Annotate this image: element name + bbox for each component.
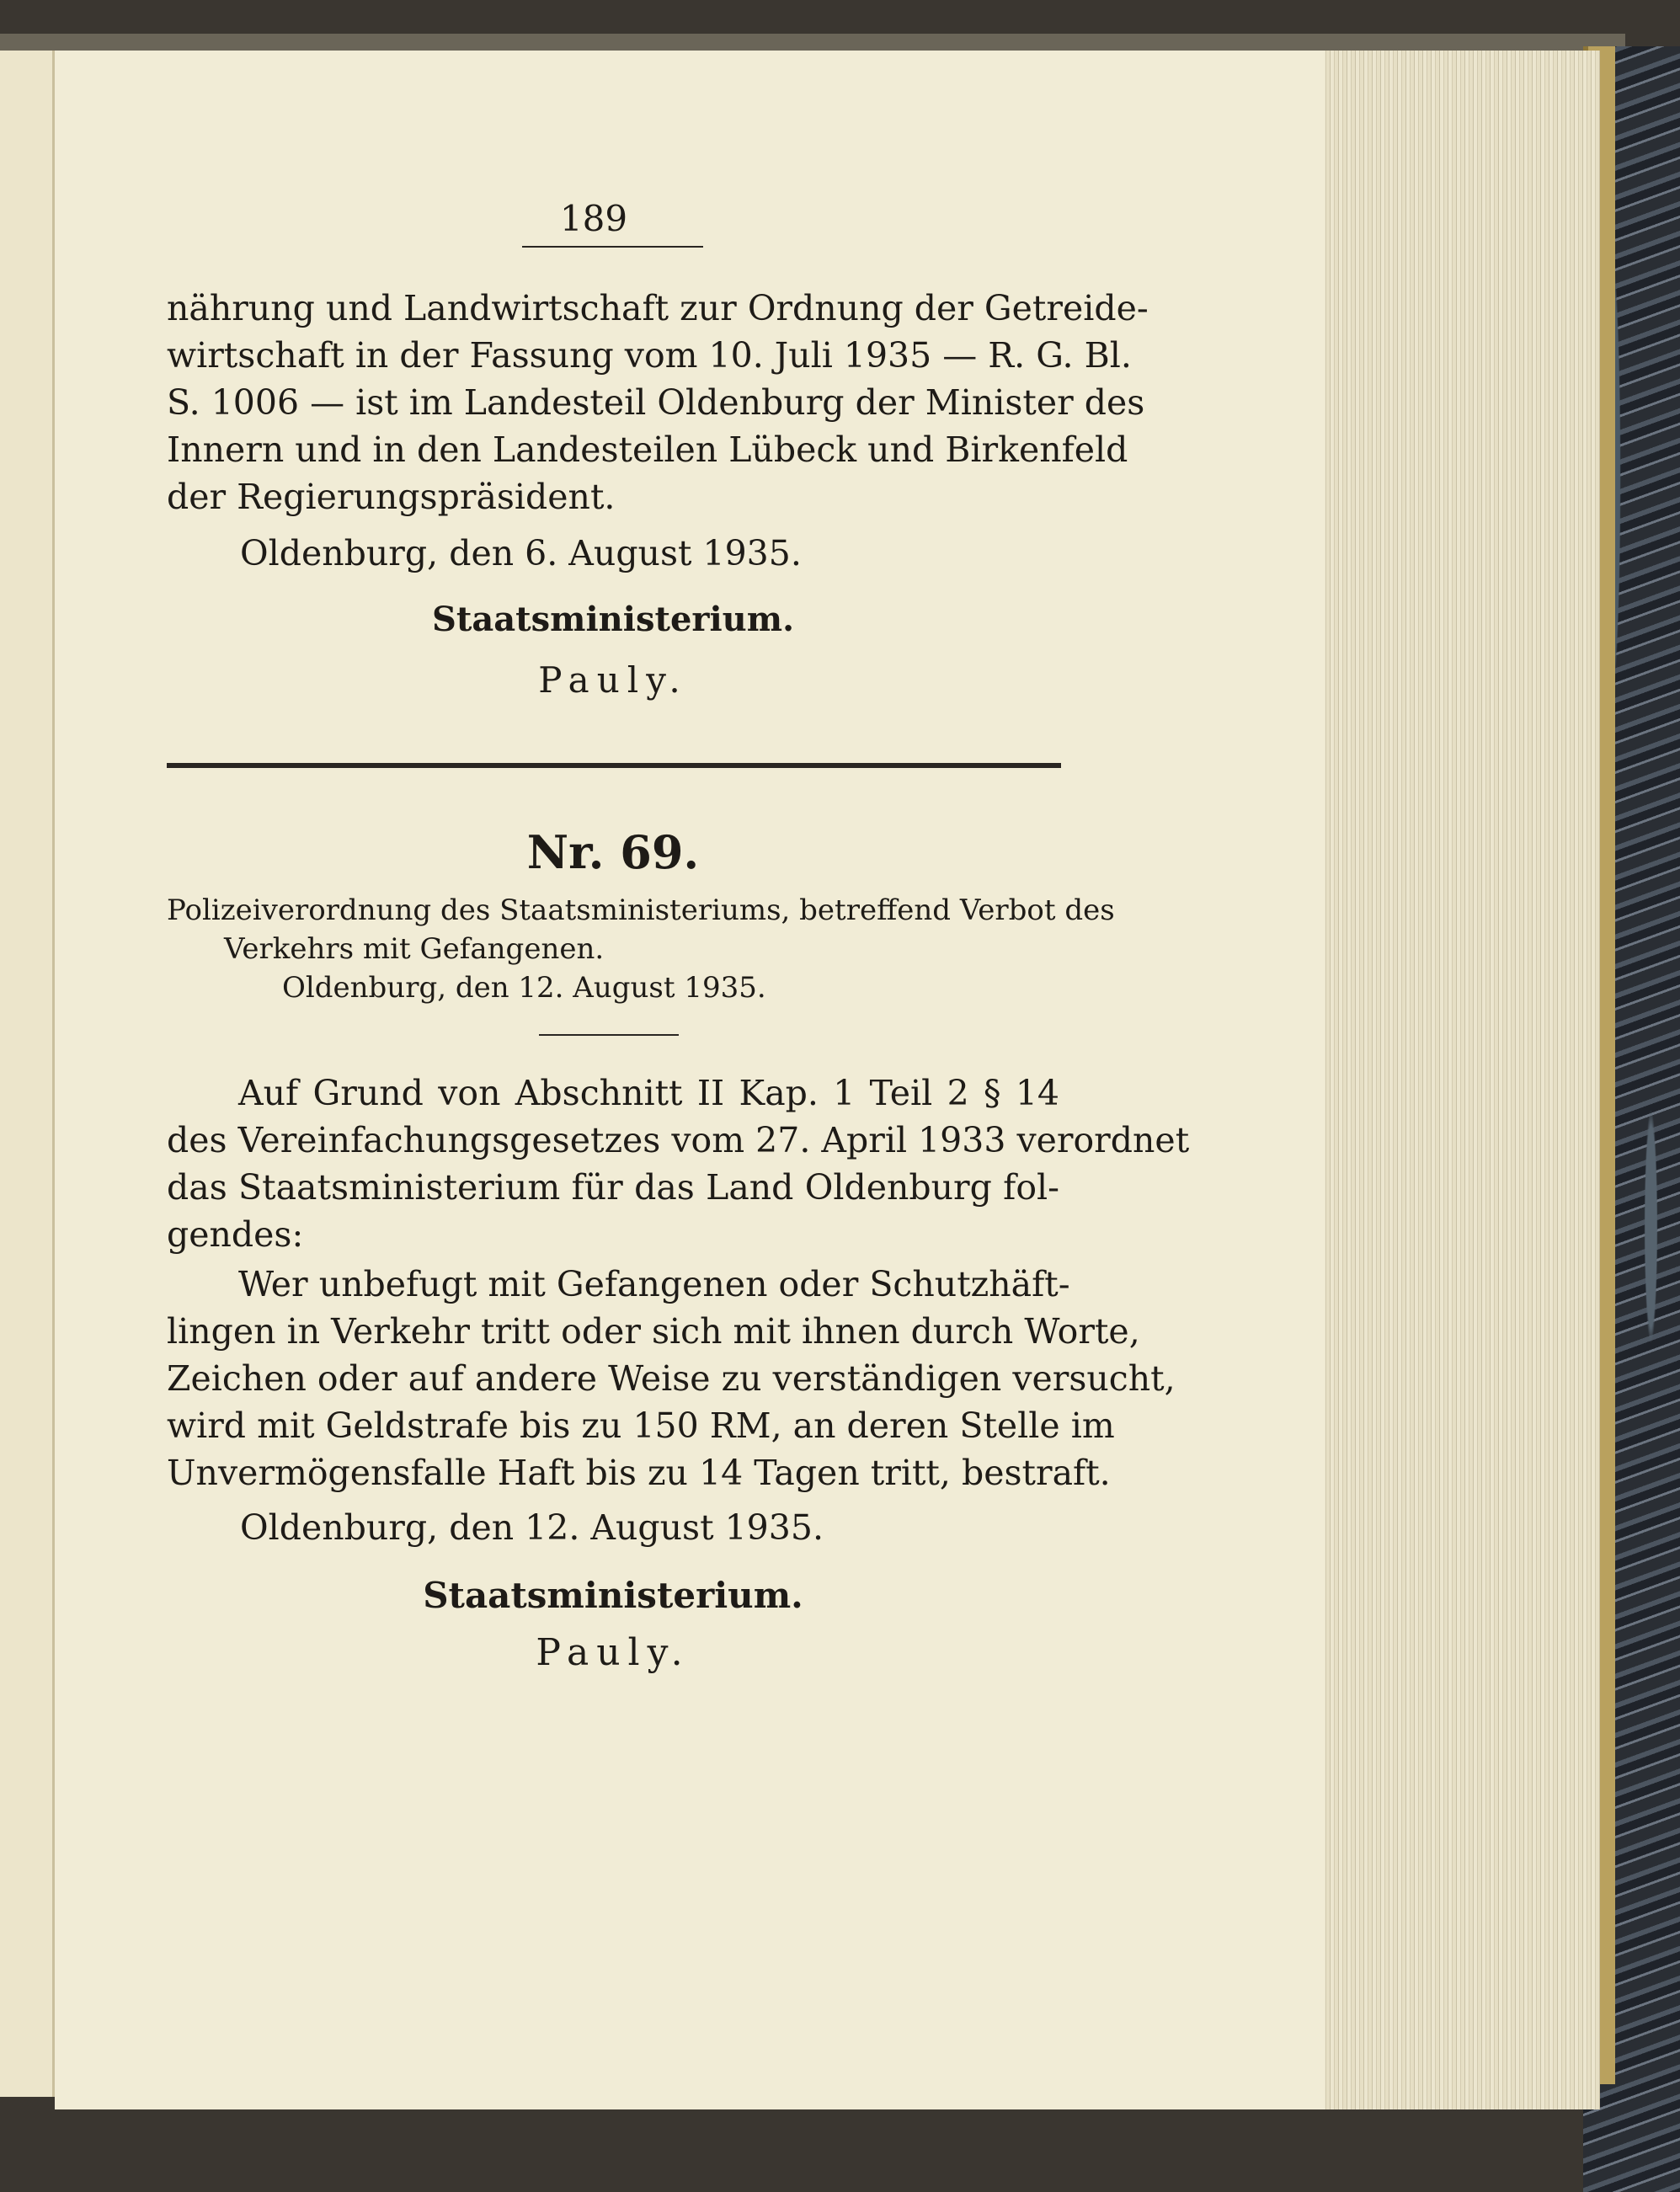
text-line: Auf Grund von Abschnitt II Kap. 1 Teil 2 § 14 (238, 1073, 1059, 1113)
text-line: gendes: (167, 1214, 304, 1255)
date-line: Oldenburg, den 6. August 1935. (240, 533, 802, 573)
text-line: wirtschaft in der Fassung vom 10. Juli 1935 — R. G. Bl. (167, 335, 1132, 376)
body-paragraph-1 (167, 1069, 1190, 1258)
authority: Staatsministerium. (431, 600, 795, 639)
text-line: lingen in Verkehr tritt oder sich mit ihnen durch Worte, (167, 1311, 1140, 1352)
section-number: Nr. 69. (526, 825, 700, 879)
text-line: Unvermögensfalle Haft bis zu 14 Tagen tritt, bestraft. (167, 1453, 1111, 1493)
text-line: Innern und in den Landesteilen Lübeck und Birkenfeld (167, 429, 1128, 470)
text-line: nährung und Landwirtschaft zur Ordnung der Getreide- (167, 288, 1149, 328)
signature: Pauly. (538, 659, 688, 701)
text-line: der Regierungspräsident. (167, 477, 616, 517)
page-stack-edges (1320, 51, 1600, 2109)
title-rule (539, 1034, 679, 1036)
text-line: S. 1006 — ist im Landesteil Oldenburg der Minister des (167, 382, 1145, 423)
page-number-rule (522, 246, 703, 248)
section-date: Oldenburg, den 12. August 1935. (282, 971, 766, 1005)
title-line: Verkehrs mit Gefangenen. (224, 932, 605, 966)
page-number: 189 (559, 198, 628, 239)
text-line: Zeichen oder auf andere Weise zu verständigen versucht, (167, 1358, 1176, 1399)
text-line: Wer unbefugt mit Gefangenen oder Schutzhäft- (238, 1264, 1070, 1304)
title-line: Polizeiverordnung des Staatsministeriums, betreffend Verbot des (167, 893, 1115, 927)
authority: Staatsministerium. (423, 1575, 803, 1616)
facing-page-edge (0, 51, 55, 2097)
text-line: wird mit Geldstrafe bis zu 150 RM, an deren Stelle im (167, 1405, 1115, 1446)
body-paragraph-2 (167, 1261, 1176, 1496)
date-line: Oldenburg, den 12. August 1935. (240, 1507, 824, 1548)
text-line: das Staatsministerium für das Land Oldenburg fol- (167, 1167, 1059, 1208)
continuation-paragraph (167, 285, 1149, 520)
section-title (167, 891, 1115, 968)
signature: Pauly. (536, 1631, 691, 1674)
text-line: des Vereinfachungsgesetzes vom 27. April 1933 verordnet (167, 1120, 1190, 1160)
section-divider (167, 763, 1061, 768)
